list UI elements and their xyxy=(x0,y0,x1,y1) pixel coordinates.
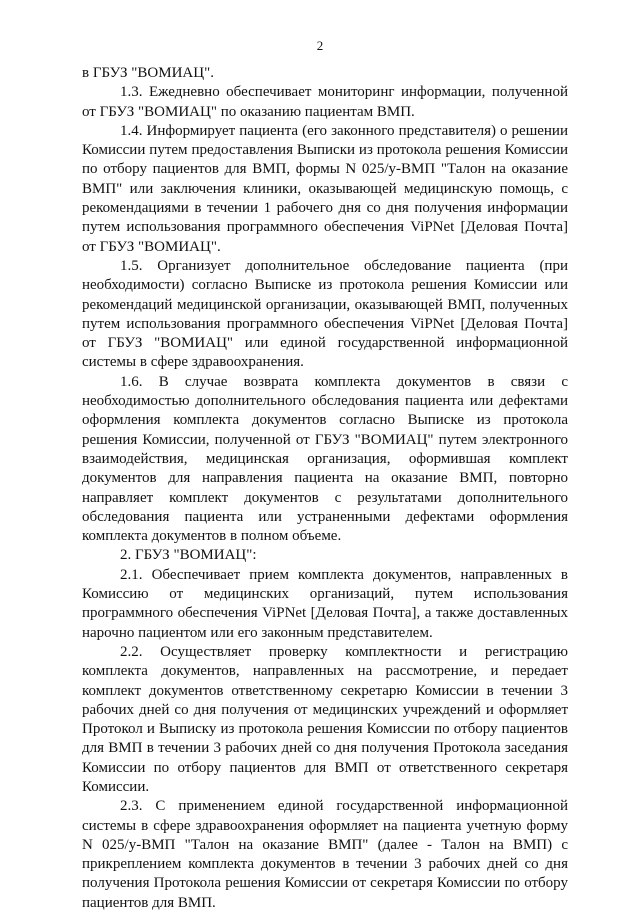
paragraph-1-4: 1.4. Информирует пациента (его законного представителя) о решении Комиссии путем предоставления Выписки из протокола решения Комиссии по отбору пациентов для ВМП, формы N 025/у-ВМП "Талон на оказание ВМП" или заключения клиники, оказывающей медицинскую помощь, с рекомендациями в течении 1 рабочего дня со дня получения информации путем использования программного обеспечения ViPNet [Деловая Почта] от ГБУЗ "ВОМИАЦ". xyxy=(82,122,568,255)
paragraph-continuation: в ГБУЗ "ВОМИАЦ". xyxy=(82,65,214,81)
paragraph-2-3: 2.3. С применением единой государственной информационной системы в сфере здравоохранения оформляет на пациента учетную форму N 025/у-ВМП "Талон на оказание ВМП" (далее - Талон на ВМП) с прикреплением комплекта документов в течении 3 рабочих дней со дня получения Протокола решения Комиссии от секретаря Комиссии по отбору пациентов для ВМП. xyxy=(82,798,568,911)
paragraph-1-6: 1.6. В случае возврата комплекта документов в связи с необходимостью дополнительного обследования пациента или дефектами оформления комплекта документов согласно Выписке из протокола решения Комиссии, полученной от ГБУЗ "ВОМИАЦ" путем электронного взаимодействия, медицинская организация, оформившая комплект документов для направления пациента на оказание ВМП, повторно направляет комплект документов с результатами дополнительного обследования пациента или устраненными дефектами оформления комплекта документов в полном объеме. xyxy=(82,373,568,545)
paragraph-1-3: 1.3. Ежедневно обеспечивает мониторинг информации, полученной от ГБУЗ "ВОМИАЦ" по оказанию пациентам ВМП. xyxy=(82,84,568,120)
paragraph-2-2: 2.2. Осуществляет проверку комплектности и регистрацию комплекта документов, направленных на рассмотрение, и передает комплект документов ответственному секретарю Комиссии в течении 3 рабочих дней со дня получения от медицинских учреждений и оформляет Протокол и Выписку из протокола решения Комиссии по отбору пациентов для ВМП в течении 3 рабочих дней со дня получения Протокола заседания Комиссии по отбору пациентов для ВМП от ответственного секретаря Комиссии. xyxy=(82,643,568,795)
paragraph-2-1: 2.1. Обеспечивает прием комплекта документов, направленных в Комиссию от медицинских организаций, путем использования программного обеспечения ViPNet [Деловая Почта], а также доставленных нарочно пациентом или его законным представителем. xyxy=(82,566,568,641)
section-2-heading: 2. ГБУЗ "ВОМИАЦ": xyxy=(120,547,257,564)
paragraph-1-5: 1.5. Организует дополнительное обследование пациента (при необходимости) согласно Выписке из протокола решения Комиссии или рекомендаций медицинской организации, оказывающей ВМП, полученных путем использования программного обеспечения ViPNet [Деловая Почта] от ГБУЗ "ВОМИАЦ" или единой государственной информационной системы в сфере здравоохранения. xyxy=(82,257,568,371)
document-body xyxy=(82,64,568,913)
page-number: 2 xyxy=(316,38,324,53)
